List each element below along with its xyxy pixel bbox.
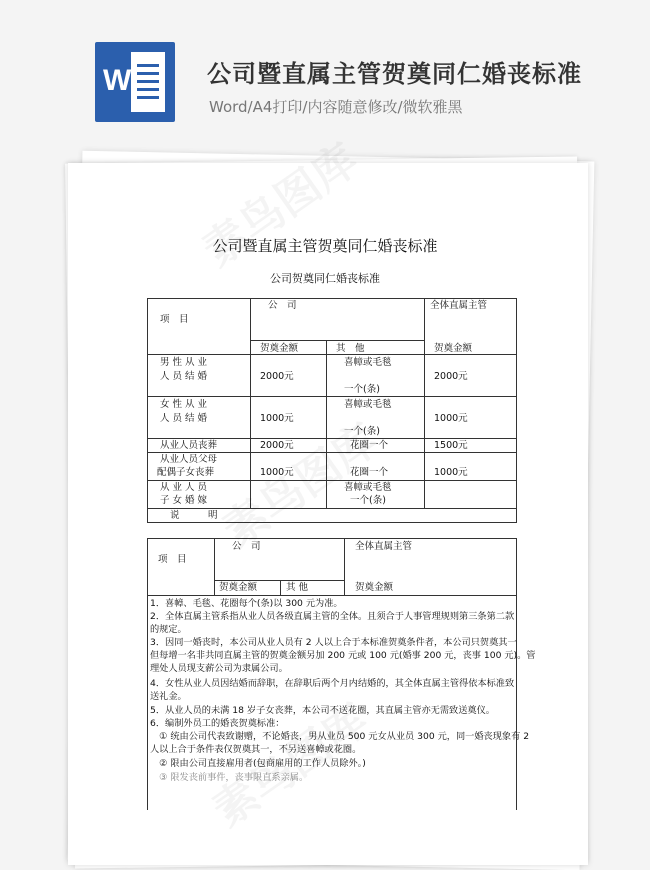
table1-item-header: 项 目 [160,314,189,325]
table1-supervisor-header: 全体直属主管 [430,300,488,311]
note-line: 的规定。 [150,624,187,635]
table-row-item: 从业人员父母 [160,454,218,465]
table-row-money: 1000元 [260,467,294,478]
table1-supervisor-money-header: 贺奠金额 [434,343,473,354]
document-title: 公司暨直属主管贺奠同仁婚丧标准 [212,237,438,255]
table1-other-header: 其 他 [336,343,365,354]
table-row-item: 人 员 结 婚 [160,413,208,424]
table-row-item: 男 性 从 业 [160,357,208,368]
table-row-supervisor: 1000元 [434,467,468,478]
note-line: 5．从业人员的未满 18 岁子女丧葬，本公司不送花圈，其直属主管亦无需致送奠仪。 [150,705,495,716]
page-title: 公司暨直属主管贺奠同仁婚丧标准 [207,60,582,88]
table-row-other: 花圈一个 [350,467,389,478]
table-row-money: 2000元 [260,371,294,382]
table1-note-label: 说 明 [170,510,218,521]
note-line: 6．编制外员工的婚丧贺奠标准： [150,718,285,729]
word-icon-page [131,52,165,112]
note-line: 人以上合于条件表仅贺奠其一，不另送喜幛或花圈。 [150,744,362,755]
note-line: ② 限由公司直接雇用者(包商雇用的工作人员除外。) [150,758,366,769]
word-document-icon [95,42,175,122]
page-subtitle: Word/A4打印/内容随意修改/微软雅黑 [209,98,463,116]
word-icon-letter: W [103,64,132,97]
table2-supervisor-money-header: 贺奠金额 [355,582,394,593]
table2-item-header: 项 目 [158,554,187,565]
table-row-supervisor: 2000元 [434,371,468,382]
note-line: 送礼金。 [150,691,187,702]
table1-money-header: 贺奠金额 [260,343,299,354]
table-row-money: 2000元 [260,440,294,451]
note-line: 3．因同一婚丧时，本公司从业人员有 2 人以上合于本标准贺奠条件者，本公司只贺奠其一 [150,637,517,648]
note-line: 1．喜幛、毛毯、花圈每个(条)以 300 元为准。 [150,598,343,609]
table2-supervisor-header: 全体直属主管 [355,541,413,552]
table-row-item: 从业人员丧葬 [160,440,218,451]
table-row-other: 喜幛或毛毯 [344,357,392,368]
document-subtitle: 公司贺奠同仁婚丧标准 [270,272,380,285]
table-row-other: 一个(条) [344,426,380,437]
preview-header [0,0,650,150]
table-row-other: 喜幛或毛毯 [344,482,392,493]
note-line: ③ 限发丧前事件，丧事限直系亲属。 [150,772,309,783]
table-row-supervisor: 1500元 [434,440,468,451]
note-line: 但每增一名非共同直属主管的贺奠金额另加 200 元或 100 元(婚事 200 元，丧事 100 元)。管 [150,650,536,661]
note-line: 2．全体直属主管系指从业人员各级直属主管的全体。且须合于人事管理规则第三条第二款 [150,611,515,622]
table-row-item: 人 员 结 婚 [160,371,208,382]
table-row-other: 花圈一个 [350,440,389,451]
table-row-item: 女 性 从 业 [160,399,208,410]
note-line: 4．女性从业人员因结婚而辞职，在辞职后两个月内结婚的，其全体直属主管得依本标准致 [150,678,515,689]
table-row-item: 配偶子女丧葬 [157,467,215,478]
note-line: 理处人员现支薪公司为隶属公司。 [150,663,288,674]
note-line: ① 统由公司代表致谢赠，不论婚丧，男从业员 500 元女从业员 300 元，同一婚丧现象有 2 [150,731,530,742]
table-row-supervisor: 1000元 [434,413,468,424]
table-row-other: 一个(条) [350,495,386,506]
table1-company-header: 公 司 [268,300,297,311]
table2-other-header: 其 他 [286,582,309,593]
table2-company-header: 公 司 [232,541,261,552]
table-row-other: 喜幛或毛毯 [344,399,392,410]
table2-money-header: 贺奠金额 [219,582,258,593]
table-row-item: 从 业 人 员 [160,482,208,493]
table-row-money: 1000元 [260,413,294,424]
table-row-other: 一个(条) [344,384,380,395]
table-row-item: 子 女 婚 嫁 [160,495,208,506]
